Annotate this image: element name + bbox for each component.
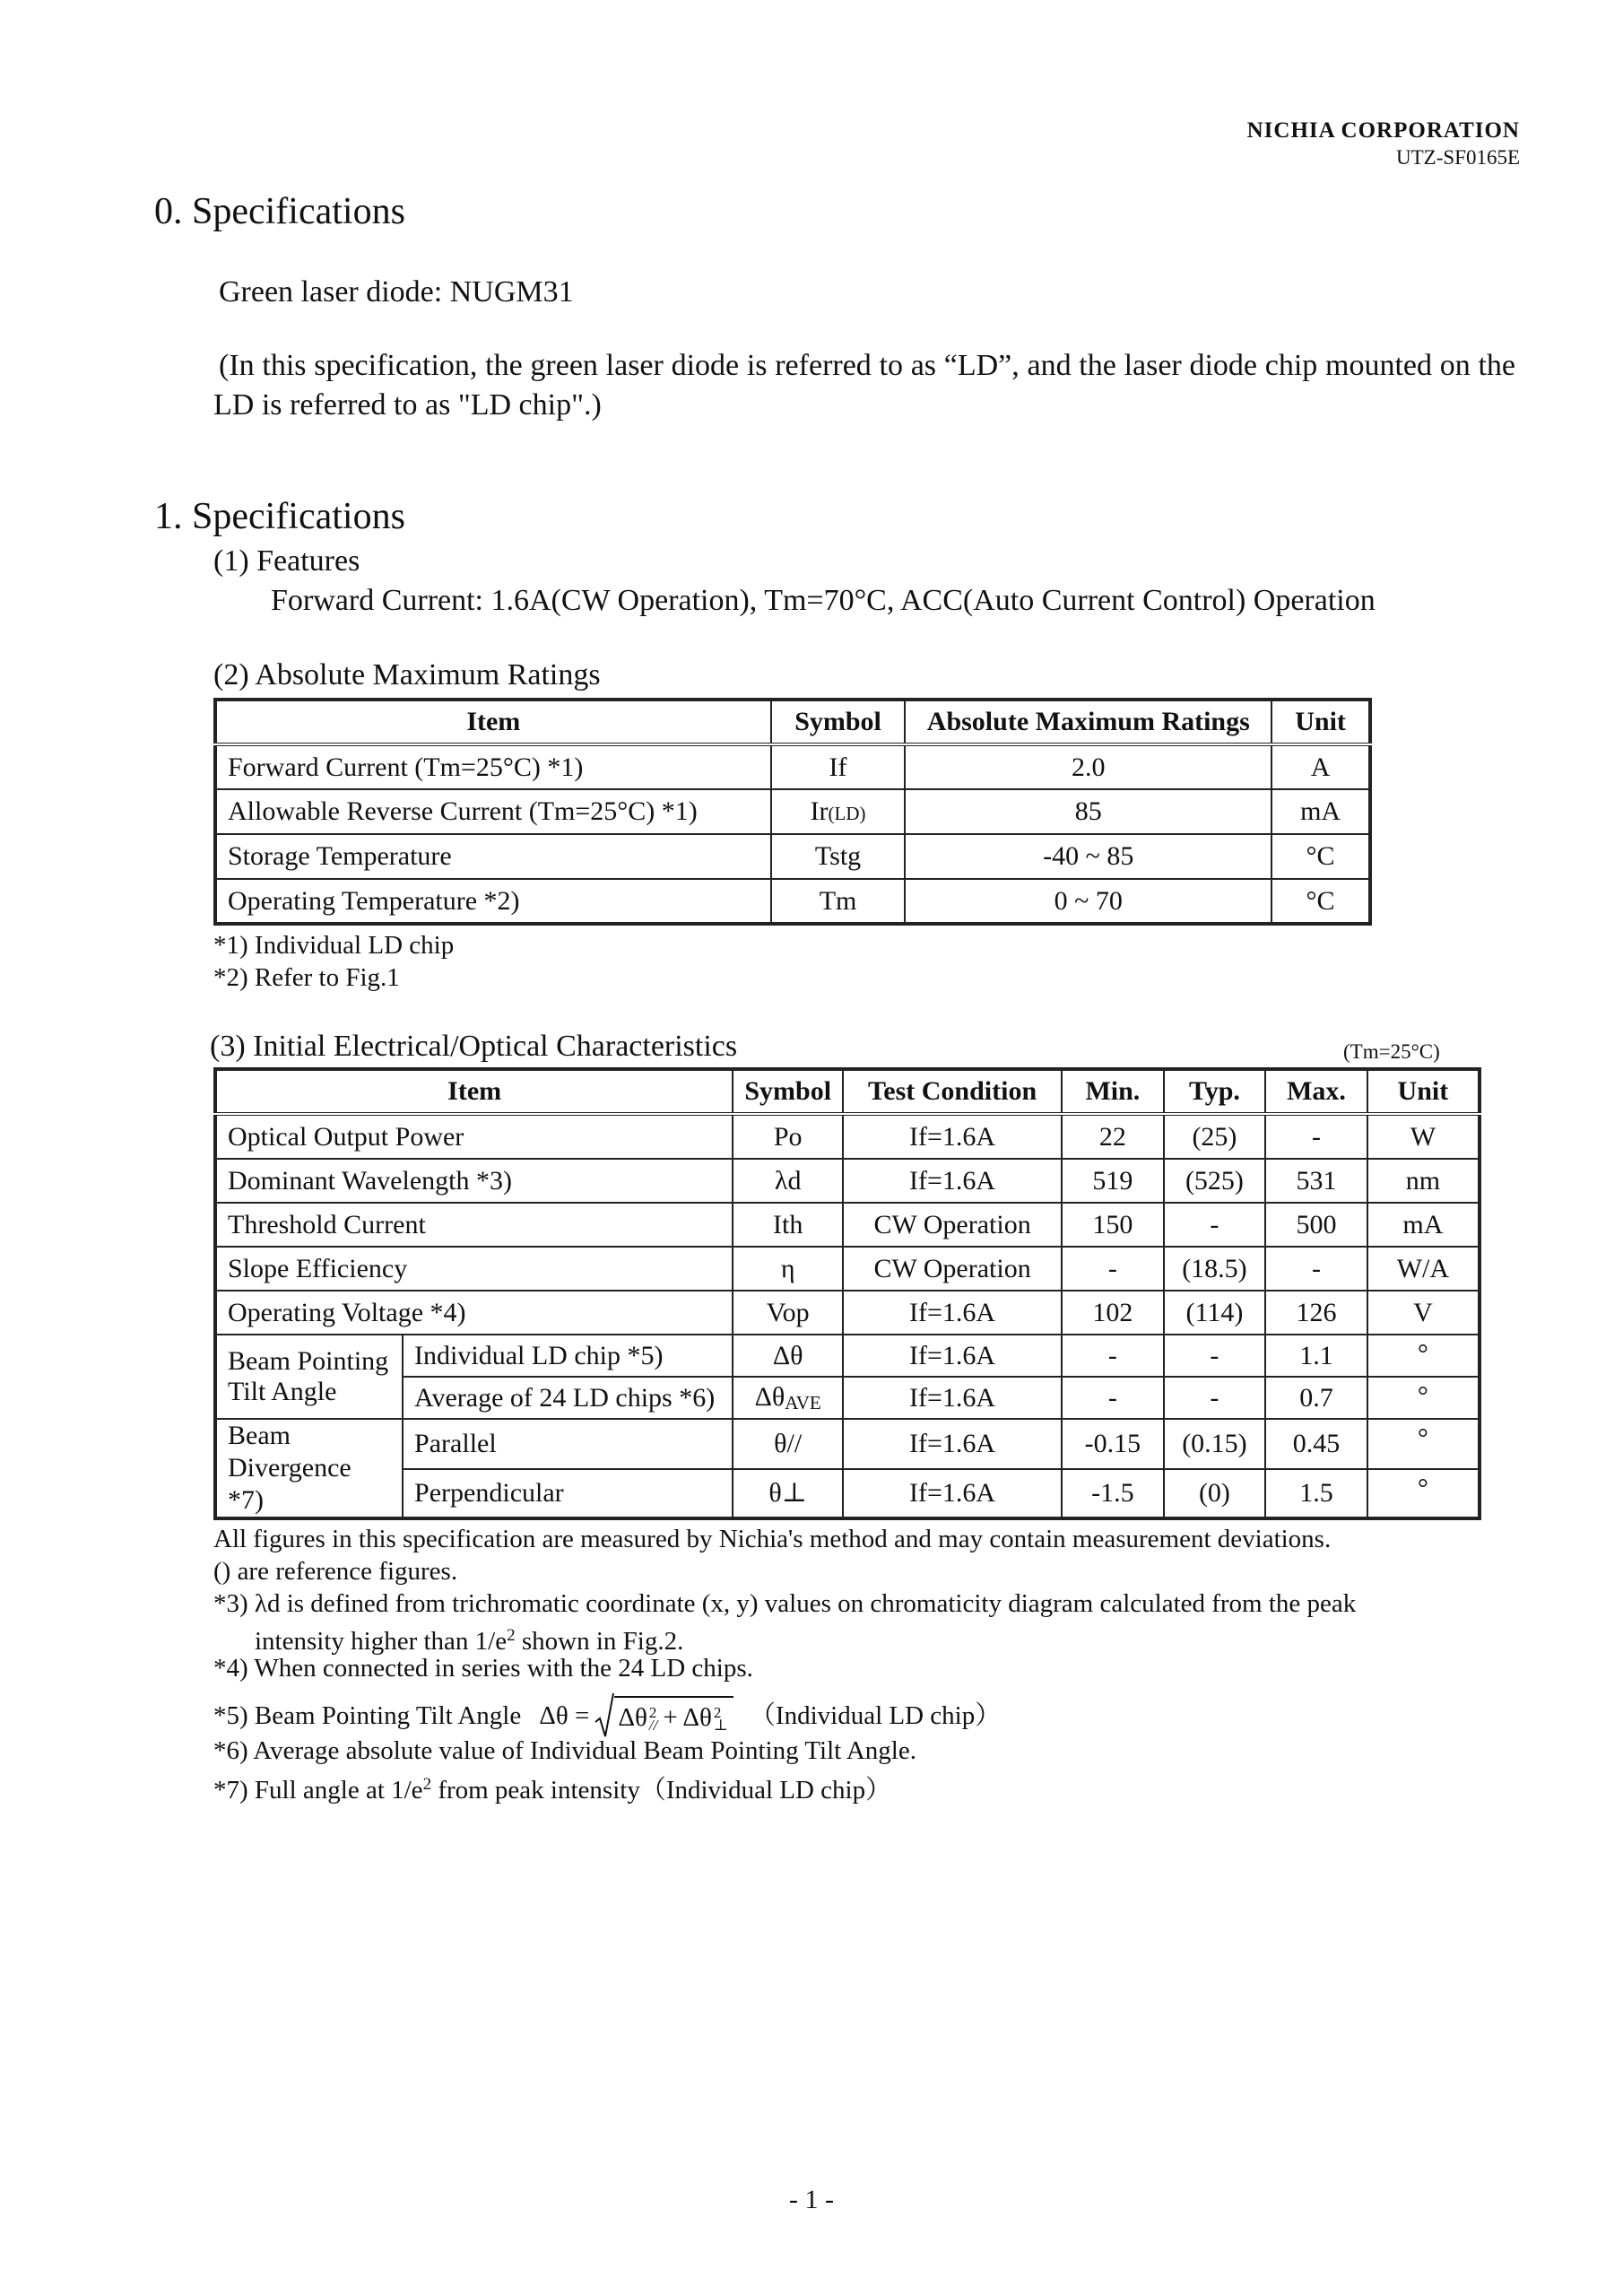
abs-max-note-1: *1) Individual LD chip xyxy=(213,931,455,960)
item-cell: Operating Temperature *2) xyxy=(215,879,771,924)
item-cell: Allowable Reverse Current (Tm=25°C) *1) xyxy=(215,789,771,834)
table-row xyxy=(215,1377,1480,1419)
group-cell-beam-divergence xyxy=(215,1419,403,1518)
typ-cell: (0) xyxy=(1164,1469,1266,1519)
table-row xyxy=(215,1159,1480,1203)
condition-cell: If=1.6A xyxy=(843,1335,1062,1377)
company-name: NICHIA CORPORATION xyxy=(1246,118,1520,143)
max-cell: 531 xyxy=(1265,1159,1367,1203)
symbol-cell: Tstg xyxy=(771,834,906,879)
header-cell: Test Condition xyxy=(843,1069,1062,1114)
footnote-3b-sup: 2 xyxy=(507,1626,516,1645)
unit-cell: mA xyxy=(1271,789,1370,834)
footnote-3a: *3) λd is defined from trichromatic coordinate (x, y) values on chromaticity diagram calculated from the peak xyxy=(213,1589,1357,1618)
document-number: UTZ-SF0165E xyxy=(1396,146,1520,169)
max-cell: - xyxy=(1265,1114,1367,1159)
formula-term: Δθ xyxy=(618,1703,647,1732)
formula-subscript: // xyxy=(648,1717,658,1735)
min-cell: 102 xyxy=(1062,1291,1163,1335)
unit-cell: W/A xyxy=(1367,1247,1480,1291)
table-row xyxy=(215,1247,1480,1291)
min-cell: - xyxy=(1062,1247,1163,1291)
max-cell: 500 xyxy=(1265,1203,1367,1247)
formula-radicand xyxy=(614,1696,733,1734)
abs-max-table xyxy=(213,698,1372,926)
product-name: Green laser diode: NUGM31 xyxy=(219,275,574,309)
item-cell: Average of 24 LD chips *6) xyxy=(403,1377,733,1419)
item-cell: Optical Output Power xyxy=(215,1114,733,1159)
min-cell: -1.5 xyxy=(1062,1469,1163,1519)
symbol-cell xyxy=(733,1377,843,1419)
item-cell: Operating Voltage *4) xyxy=(215,1291,733,1335)
typ-cell: (0.15) xyxy=(1164,1419,1266,1469)
formula-exponent: 2 xyxy=(713,1704,722,1722)
unit-cell: ° xyxy=(1367,1377,1480,1419)
unit-cell: W xyxy=(1367,1114,1480,1159)
header-cell: Symbol xyxy=(733,1069,843,1114)
symbol-text: Δθ xyxy=(754,1381,785,1412)
typ-cell: - xyxy=(1164,1335,1266,1377)
symbol-cell: Tm xyxy=(771,879,906,924)
condition-cell: If=1.6A xyxy=(843,1377,1062,1419)
symbol-subscript: (LD) xyxy=(828,803,866,824)
formula-subscript: ⊥ xyxy=(713,1717,728,1735)
symbol-cell: λd xyxy=(733,1159,843,1203)
max-cell: - xyxy=(1265,1247,1367,1291)
value-cell: 0 ~ 70 xyxy=(905,879,1271,924)
table-row xyxy=(215,1419,1480,1469)
item-cell: Forward Current (Tm=25°C) *1) xyxy=(215,744,771,789)
max-cell: 0.45 xyxy=(1265,1419,1367,1469)
symbol-text: Ir xyxy=(810,796,829,826)
condition-cell: If=1.6A xyxy=(843,1291,1062,1335)
section-1-title: 1. Specifications xyxy=(154,496,405,537)
section-0-title: 0. Specifications xyxy=(154,191,405,232)
symbol-subscript: AVE xyxy=(785,1391,821,1413)
item-cell: Parallel xyxy=(403,1419,733,1469)
header-cell: Item xyxy=(215,1069,733,1114)
abs-max-title: (2) Absolute Maximum Ratings xyxy=(213,658,601,691)
footnote-3b-text-post: shown in Fig.2. xyxy=(515,1627,684,1656)
condition-cell: CW Operation xyxy=(843,1247,1062,1291)
unit-cell: mA xyxy=(1367,1203,1480,1247)
square-root-icon xyxy=(595,1692,614,1740)
symbol-cell: Ith xyxy=(733,1203,843,1247)
symbol-cell: η xyxy=(733,1247,843,1291)
table-row xyxy=(215,834,1370,879)
table-row xyxy=(215,879,1370,924)
abs-max-note-2: *2) Refer to Fig.1 xyxy=(213,963,400,992)
typ-cell: (525) xyxy=(1164,1159,1266,1203)
symbol-cell: If xyxy=(771,744,906,789)
unit-cell: A xyxy=(1271,744,1370,789)
table-row xyxy=(215,1335,1480,1377)
header-cell: Max. xyxy=(1265,1069,1367,1114)
min-cell: - xyxy=(1062,1335,1163,1377)
condition-cell: If=1.6A xyxy=(843,1419,1062,1469)
footnote-3b-text: intensity higher than 1/e xyxy=(255,1627,508,1656)
table-row xyxy=(215,1291,1480,1335)
header-cell: Absolute Maximum Ratings xyxy=(905,700,1271,744)
max-cell: 1.1 xyxy=(1265,1335,1367,1377)
min-cell: 22 xyxy=(1062,1114,1163,1159)
header-cell: Unit xyxy=(1271,700,1370,744)
min-cell: 519 xyxy=(1062,1159,1163,1203)
unit-cell: nm xyxy=(1367,1159,1480,1203)
group-label-line: Beam Pointing xyxy=(228,1346,389,1376)
group-label-line: Tilt Angle xyxy=(228,1377,337,1406)
value-cell: 85 xyxy=(905,789,1271,834)
typ-cell: (18.5) xyxy=(1164,1247,1266,1291)
footnote-6: *6) Average absolute value of Individual Beam Pointing Tilt Angle. xyxy=(213,1736,916,1765)
unit-cell: °C xyxy=(1271,834,1370,879)
features-title: (1) Features xyxy=(213,544,360,578)
typ-cell: - xyxy=(1164,1203,1266,1247)
table-row xyxy=(215,1114,1480,1159)
item-cell: Individual LD chip *5) xyxy=(403,1335,733,1377)
table-header-row xyxy=(215,1069,1480,1114)
footnote-4: *4) When connected in series with the 24 LD chips. xyxy=(213,1654,753,1683)
table-header-row xyxy=(215,700,1370,744)
unit-cell: ° xyxy=(1367,1335,1480,1377)
initial-char-title: (3) Initial Electrical/Optical Characteristics xyxy=(210,1030,738,1063)
symbol-cell xyxy=(771,789,906,834)
unit-cell: ° xyxy=(1367,1419,1480,1469)
footnote-7 xyxy=(213,1769,891,1806)
typ-cell: (114) xyxy=(1164,1291,1266,1335)
min-cell: 150 xyxy=(1062,1203,1163,1247)
min-cell: - xyxy=(1062,1377,1163,1419)
footnote-measurement: All figures in this specification are measured by Nichia's method and may contain measurement deviations. xyxy=(213,1525,1332,1553)
header-cell: Typ. xyxy=(1164,1069,1266,1114)
header-cell: Item xyxy=(215,700,771,744)
max-cell: 1.5 xyxy=(1265,1469,1367,1519)
typ-cell: (25) xyxy=(1164,1114,1266,1159)
condition-cell: CW Operation xyxy=(843,1203,1062,1247)
value-cell: -40 ~ 85 xyxy=(905,834,1271,879)
table-row xyxy=(215,744,1370,789)
header-cell: Min. xyxy=(1062,1069,1163,1114)
symbol-cell: Δθ xyxy=(733,1335,843,1377)
symbol-cell: Po xyxy=(733,1114,843,1159)
footnote-7-text: *7) Full angle at 1/e xyxy=(213,1776,423,1805)
footnote-5-label: *5) Beam Pointing Tilt Angle xyxy=(213,1701,522,1730)
typ-cell: - xyxy=(1164,1377,1266,1419)
table-row xyxy=(215,1469,1480,1519)
footnote-7-sup: 2 xyxy=(422,1775,432,1794)
value-cell: 2.0 xyxy=(905,744,1271,789)
formula-lhs: Δθ = xyxy=(539,1701,590,1730)
min-cell: -0.15 xyxy=(1062,1419,1163,1469)
item-cell: Storage Temperature xyxy=(215,834,771,879)
group-cell-beam-pointing xyxy=(215,1335,403,1419)
item-cell: Slope Efficiency xyxy=(215,1247,733,1291)
features-text: Forward Current: 1.6A(CW Operation), Tm=70°C, ACC(Auto Current Control) Operation xyxy=(271,584,1376,617)
footnote-7-text-post: from peak intensity（Individual LD chip） xyxy=(431,1776,892,1805)
group-label-line: Divergence *7) xyxy=(228,1453,352,1515)
condition-cell: If=1.6A xyxy=(843,1114,1062,1159)
unit-cell: V xyxy=(1367,1291,1480,1335)
definition-paragraph: (In this specification, the green laser diode is referred to as “LD”, and the laser diode chip mounted on the LD is referred to as "LD chip".) xyxy=(213,349,1515,422)
initial-char-table xyxy=(213,1067,1481,1520)
unit-cell: °C xyxy=(1271,879,1370,924)
formula-exponent: 2 xyxy=(648,1704,657,1722)
formula-term: + Δθ xyxy=(663,1703,712,1732)
header-cell: Symbol xyxy=(771,700,906,744)
footnote-5-suffix: （Individual LD chip） xyxy=(749,1701,1002,1730)
condition-cell: If=1.6A xyxy=(843,1469,1062,1519)
group-label-line: Beam xyxy=(228,1421,291,1450)
table-row xyxy=(215,789,1370,834)
table-row xyxy=(215,1203,1480,1247)
tilt-angle-formula xyxy=(539,1692,733,1740)
temperature-condition: (Tm=25°C) xyxy=(1343,1040,1440,1063)
symbol-cell: θ⊥ xyxy=(733,1469,843,1519)
unit-cell: ° xyxy=(1367,1469,1480,1519)
footnote-reference: () are reference figures. xyxy=(213,1557,458,1586)
max-cell: 126 xyxy=(1265,1291,1367,1335)
condition-cell: If=1.6A xyxy=(843,1159,1062,1203)
item-cell: Threshold Current xyxy=(215,1203,733,1247)
footnote-5 xyxy=(213,1692,1001,1740)
item-cell: Perpendicular xyxy=(403,1469,733,1519)
symbol-cell: θ// xyxy=(733,1419,843,1469)
item-cell: Dominant Wavelength *3) xyxy=(215,1159,733,1203)
header-cell: Unit xyxy=(1367,1069,1480,1114)
symbol-cell: Vop xyxy=(733,1291,843,1335)
max-cell: 0.7 xyxy=(1265,1377,1367,1419)
page-number: - 1 - xyxy=(789,2185,834,2214)
